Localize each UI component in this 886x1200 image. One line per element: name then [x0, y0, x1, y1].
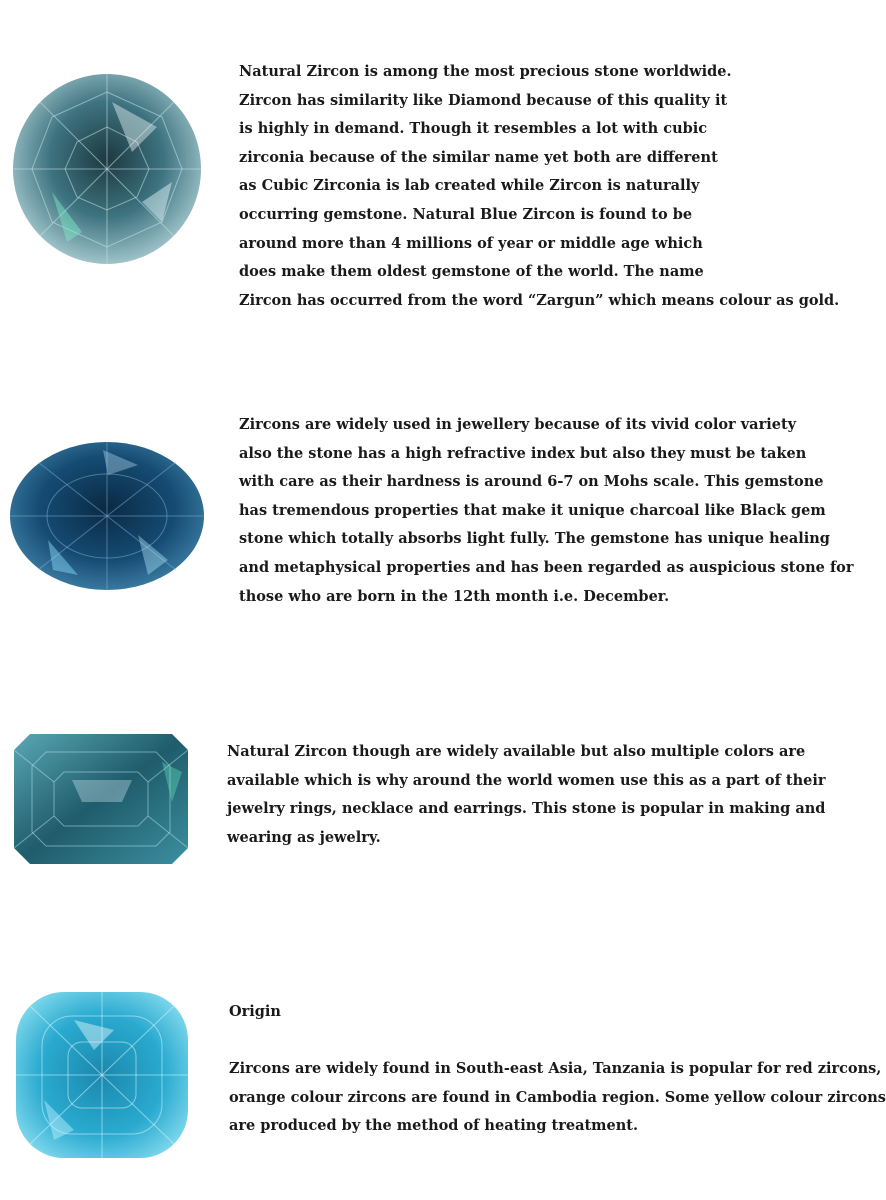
origin-heading: Origin: [229, 1003, 281, 1020]
text-line: as Cubic Zirconia is lab created while Zircon is naturally: [239, 177, 700, 195]
cushion-cut-zircon-gem-icon: [14, 990, 190, 1160]
text-line: zirconia because of the similar name yet both are different: [239, 148, 718, 166]
text-line: Zircons are widely used in jewellery because of its vivid color variety: [239, 416, 797, 433]
text-line: and metaphysical properties and has been regarded as auspicious stone for: [239, 558, 854, 576]
text-line: wearing as jewelry.: [227, 828, 381, 846]
text-line: is highly in demand. Though it resembles a lot with cubic: [239, 120, 708, 138]
round-zircon-gem-icon: [12, 72, 202, 266]
text-line: Natural Zircon is among the most precious stone worldwide.: [239, 63, 732, 80]
oval-zircon-gem-icon: [8, 440, 206, 592]
text-line: with care as their hardness is around 6-7 on Mohs scale. This gemstone: [239, 473, 824, 491]
text-line: does make them oldest gemstone of the world. The name: [239, 263, 704, 281]
text-line: around more than 4 millions of year or middle age which: [239, 234, 703, 252]
spacer: [229, 1027, 886, 1056]
text-line: also the stone has a high refractive index but also they must be taken: [239, 444, 807, 462]
uses-paragraph: [239, 411, 854, 611]
text-line: Natural Zircon though are widely available but also multiple colors are: [227, 743, 806, 760]
text-line: are produced by the method of heating treatment.: [229, 1117, 639, 1135]
text-line: Zircons are widely found in South-east Asia, Tanzania is popular for red zircons,: [229, 1060, 882, 1078]
text-line: stone which totally absorbs light fully. The gemstone has unique healing: [239, 530, 830, 548]
text-line: orange colour zircons are found in Cambodia region. Some yellow colour zircons: [229, 1088, 886, 1106]
emerald-cut-zircon-gem-icon: [12, 732, 190, 866]
text-line: those who are born in the 12th month i.e. December.: [239, 587, 670, 605]
text-line: available which is why around the world women use this as a part of their: [227, 771, 826, 789]
text-line: jewelry rings, necklace and earrings. This stone is popular in making and: [227, 800, 826, 818]
intro-paragraph: [239, 58, 839, 315]
text-line: occurring gemstone. Natural Blue Zircon is found to be: [239, 205, 693, 223]
text-line: has tremendous properties that make it unique charcoal like Black gem: [239, 501, 826, 519]
availability-paragraph: [227, 738, 826, 852]
text-line: Zircon has similarity like Diamond because of this quality it: [239, 91, 728, 109]
text-line: Zircon has occurred from the word “Zargun” which means colour as gold.: [239, 291, 840, 309]
origin-block: [229, 998, 886, 1141]
